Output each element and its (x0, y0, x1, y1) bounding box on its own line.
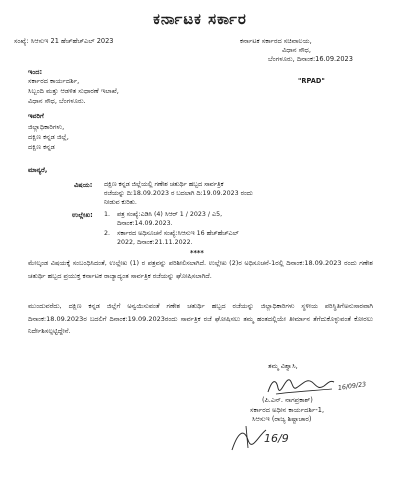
from-heading: ಇಂದ: (28, 68, 43, 76)
to-heading: ಇವರಿಗೆ (28, 112, 44, 120)
to-line-1: ಜಿಲ್ಲಾಧಿಕಾರಿಗಳು, (28, 123, 65, 131)
to-line-2: ದಕ್ಷಿಣ ಕನ್ನಡ ಜಿಲ್ಲೆ, (28, 133, 69, 141)
body-paragraph-2: ಮುಂದುವರೆದು, ದಕ್ಷಿಣ ಕನ್ನಡ ಜಿಲ್ಲೆಗೆ ಅನ್ವಯಿಸುವಂತೆ ಗಣೇಶ ಚತುರ್ಥಿ ಹಬ್ಬದ ರಜೆಯನ್ನು ಜಿಲ್ಲಾಧಿಕಾರಿಗಳು ಸ್ಥಳೀಯ ಪರಿಸ್ಥಿತಿಗೆಅನುಸಾರವಾಗಿ ದಿನಾಂಕ:18.09.2023ರ ಬದಲಿಗೆ ದಿನಾಂಕ:19.09.2023ರಂದು ಸಾರ್ವತ್ರಿಕ ರಜೆ ಘೋಷಿಸಲು ತಮ್ಮ ಹಂತದಲ್ಲಿಯೇ ತೀರ್ಮಾನ ತೆಗೆದುಕೊಳ್ಳುವಂತೆ ಕೋರಲು ನಿರ್ದೇಶಿಸಲ್ಪಟ್ಟಿದ್ದೇನೆ. (28, 302, 373, 335)
subject-line-3: ನೀಡುವ ಕುರಿತು. (104, 199, 137, 206)
signature-date: 16/09/23 (337, 381, 367, 392)
reference-1-number: 1. (104, 211, 111, 218)
references-label: ಉಲ್ಲೇಖ: (72, 211, 93, 219)
signatory-designation-2: ಸಿಆಸುಇ (ರಾಜ್ಯ ಶಿಷ್ಟಾಚಾರ) (252, 415, 312, 423)
rpad-stamp: "RPAD" (298, 77, 325, 85)
signatory-name: (ಪಿ.ಎನ್. ನಾಗಪ್ರಕಾಶ್) (262, 396, 313, 404)
from-line-3: ವಿಧಾನ ಸೌಧ, ಬೆಂಗಳೂರು. (28, 97, 86, 105)
body-paragraph-1: ಮೇಲ್ಕಂಡ ವಿಷಯಕ್ಕೆ ಸಂಬಂಧಿಸಿದಂತೆ, ಉಲ್ಲೇಖ (1) ರ ಪತ್ರವನ್ನು ಪರಿಶೀಲಿಸಲಾಗಿದೆ. ಉಲ್ಲೇಖ (2)ರ ಅಧಿಸೂಚನೆ-1ರಲ್ಲಿ ದಿನಾಂಕ:18.09.2023 ರಂದು ಗಣೇಶ ಚತುರ್ಥಿ ಹಬ್ಬದ ಪ್ರಯುಕ್ತ ಕರ್ನಾಟಕ ರಾಜ್ಯಾದ್ಯಂತ ಸಾರ್ವತ್ರಿಕ ರಜೆಯನ್ನು ಘೋಷಿಸಲಾಗಿದೆ. (28, 259, 373, 280)
subject-label: ವಿಷಯ: (74, 181, 93, 189)
reference-1-line-2: ದಿನಾಂಕ:14.09.2023. (117, 220, 173, 227)
reference-2-line-1: ಸರ್ಕಾರದ ಅಧಿಸೂಚನೆ ಸಂಖ್ಯೆ:ಸಿಆಸುಇ 16 ಹೆಚ್‌ಹೆಚ್‌ಎಲ್ (117, 230, 239, 237)
to-line-3: ದಕ್ಷಿಣ ಕನ್ನಡ (28, 143, 55, 151)
from-line-2: ಸಿಬ್ಬಂದಿ ಮತ್ತು ಆಡಳಿತ ಸುಧಾರಣೆ ಇಲಾಖೆ, (28, 87, 119, 95)
reference-2-number: 2. (104, 230, 111, 237)
letter-date: ಬೆಂಗಳೂರು, ದಿನಾಂಕ:16.09.2023 (268, 55, 353, 63)
subject-line-2: ರಜೆಯನ್ನು ದಿ:18.09.2023 ರ ಬದಲಾಗಿ ದಿ:19.09.2023 ರಂದು (104, 190, 253, 197)
salutation: ಮಾನ್ಯರೆ, (28, 166, 48, 174)
reference-2-line-2: 2022, ದಿನಾಂಕ:21.11.2022. (117, 239, 193, 246)
initials-date: 16/9 (264, 432, 289, 445)
page-title: ಕರ್ನಾಟಕ ಸರ್ಕಾರ (153, 10, 247, 28)
section-divider: **** (190, 249, 204, 257)
closing-yours-faithfully: ತಮ್ಮ ವಿಶ್ವಾಸಿ, (268, 362, 298, 370)
office-address-line-1: ಕರ್ನಾಟಕ ಸರ್ಕಾರದ ಸಚಿವಾಲಯ, (240, 37, 312, 45)
office-address-line-2: ವಿಧಾನ ಸೌಧ, (282, 46, 311, 54)
from-line-1: ಸರ್ಕಾರದ ಕಾರ್ಯದರ್ಶಿ, (28, 77, 80, 85)
reference-number: ಸಂಖ್ಯೆ: ಸಿಆಸುಇ 21 ಹೆಚ್‌ಹೆಚ್‌ಎಲ್ 2023 (14, 37, 114, 45)
subject-line-1: ದಕ್ಷಿಣ ಕನ್ನಡ ಜಿಲ್ಲೆಯಲ್ಲಿ ಗಣೇಶ ಚತುರ್ಥಿ ಹಬ್ಬದ ಸಾರ್ವತ್ರಿಕ (104, 181, 224, 188)
reference-1-line-1: ಪತ್ರ ಸಂಖ್ಯೆ:ಎಡಿಸಿ (4) ಸಿಆರ್ 1 / 2023 / ಎ5, (117, 211, 223, 218)
signatory-designation-1: ಸರ್ಕಾರದ ಅಧೀನ ಕಾರ್ಯದರ್ಶಿ-1, (250, 406, 325, 414)
